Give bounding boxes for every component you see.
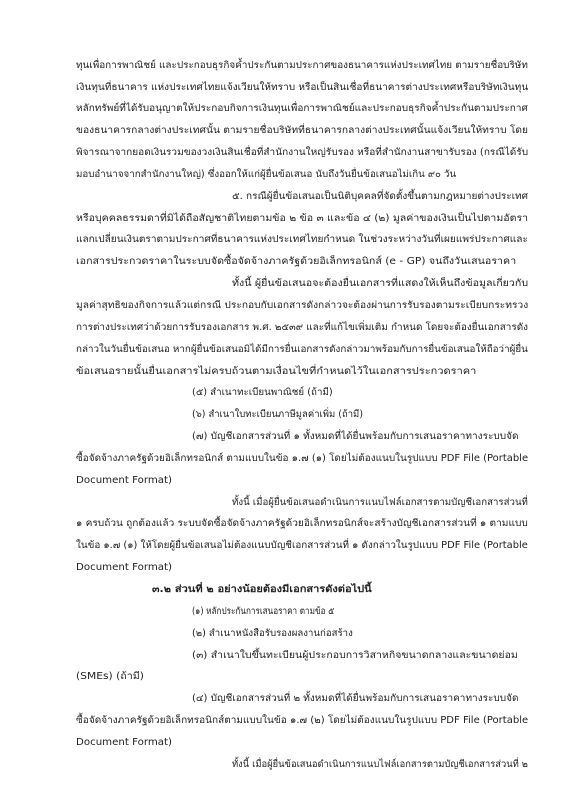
text-line: (๗) บัญชีเอกสารส่วนที่ ๑ ทั้งหมดที่ได้ยื่นพร้อมกับการเสนอราคาทางระบบจัด bbox=[192, 431, 519, 442]
text-line: เอกสารประกวดราคาในระบบจัดซื้อจัดจ้างภาครัฐด้วยอิเล็กทรอนิกส์ (e - GP) จนถึงวันเสนอราคา bbox=[76, 256, 517, 267]
text-line: มูลค่าสุทธิของกิจการแล้วแต่กรณี ประกอบกับเอกสารดังกล่าวจะต้องผ่านการรับรองตามระเบียบกระทรวง bbox=[76, 300, 529, 311]
text-line: (๒) สำเนาหนังสือรับรองผลงานก่อสร้าง bbox=[192, 628, 353, 639]
text-line: การต่างประเทศว่าด้วยการรับรองเอกสาร พ.ศ. ๒๕๓๙ และที่แก้ไขเพิ่มเติม กำหนด โดยจะต้องยื่นเอกสารดัง bbox=[76, 322, 529, 333]
text-line: ซื้อจัดจ้างภาครัฐด้วยอิเล็กทรอนิกส์ตามแบบในข้อ ๑.๗ (๒) โดยไม่ต้องแนบในรูปแบบ PDF File (Portable bbox=[76, 715, 529, 726]
text-line: ซื้อจัดจ้างภาครัฐด้วยอิเล็กทรอนิกส์ ตามแบบในข้อ ๑.๗ (๑) โดยไม่ต้องแนบในรูปแบบ PDF File (Portable bbox=[76, 453, 529, 464]
text-line: หรือบุคคลธรรมดาที่มิได้ถือสัญชาติไทยตามข้อ ๒ ข้อ ๓ และข้อ ๔ (๒) มูลค่าของเงินเป็นไปตามอัตรา bbox=[76, 213, 529, 224]
text-line: Document Format) bbox=[76, 562, 173, 573]
text-line: พิจารณาจากยอดเงินรวมของวงเงินสินเชื่อที่สำนักงานใหญ่รับรอง หรือที่สำนักงานสาขารับรอง (กรณีได้รับ bbox=[76, 147, 529, 158]
text-line: ในข้อ ๑.๗ (๑) ให้โดยผู้ยื่นข้อเสนอไม่ต้องแนบบัญชีเอกสารส่วนที่ ๑ ดังกล่าวในรูปแบบ PDF File (Portable bbox=[76, 540, 528, 551]
text-line: (๓) สำเนาใบขึ้นทะเบียนผู้ประกอบการวิสาหกิจขนาดกลางและขนาดย่อม bbox=[192, 650, 518, 661]
text-line: Document Format) bbox=[76, 737, 173, 748]
text-line: (๖) สำเนาใบทะเบียนภาษีมูลค่าเพิ่ม (ถ้ามี) bbox=[192, 409, 364, 420]
text-line: ทุนเพื่อการพาณิชย์ และประกอบธุรกิจค้ำประกันตามประกาศของธนาคารแห่งประเทศไทย ตามรายชื่อบริษัท bbox=[76, 60, 528, 71]
text-line: ทั้งนี้ เมื่อผู้ยื่นข้อเสนอดำเนินการแนบไฟล์เอกสารตามบัญชีเอกสารส่วนที่ bbox=[232, 497, 528, 508]
text-line: ทั้งนี้ เมื่อผู้ยื่นข้อเสนอดำเนินการแนบไฟล์เอกสารตามบัญชีเอกสารส่วนที่ ๒ bbox=[232, 759, 528, 770]
text-line: กล่าวในวันยื่นข้อเสนอ หากผู้ยื่นข้อเสนอมิได้มีการยื่นเอกสารดังกล่าวมาพร้อมกับการยื่นข้อเสนอให้ถือว่าผู้ยื่น bbox=[76, 344, 528, 355]
text-line: (SMEs) (ถ้ามี) bbox=[76, 671, 144, 682]
text-line: (๕) สำเนาทะเบียนพาณิชย์ (ถ้ามี) bbox=[192, 387, 333, 398]
text-line: (๑) หลักประกันการเสนอราคา ตามข้อ ๕ bbox=[192, 606, 335, 617]
text-line: ๕. กรณีผู้ยื่นข้อเสนอเป็นนิติบุคคลที่จัดตั้งขึ้นตามกฎหมายต่างประเทศ bbox=[232, 191, 529, 202]
text-line: ทั้งนี้ ผู้ยื่นข้อเสนอจะต้องยื่นเอกสารที่แสดงให้เห็นถึงข้อมูลเกี่ยวกับ bbox=[232, 278, 529, 289]
text-line: ๓.๒ ส่วนที่ ๒ อย่างน้อยต้องมีเอกสารดังต่อไปนี้ bbox=[152, 584, 372, 595]
text-line: ข้อเสนอรายนั้นยื่นเอกสารไม่ครบถ้วนตามเงื่อนไขที่กำหนดไว้ในเอกสารประกวดราคา bbox=[76, 366, 477, 377]
text-line: เงินทุนที่ธนาคาร แห่งประเทศไทยแจ้งเวียนให้ทราบ หรือเป็นสินเชื่อที่ธนาคารต่างประเทศหรือบริษัทเงินทุน bbox=[76, 82, 529, 93]
text-line: Document Format) bbox=[76, 475, 173, 486]
text-line: ๑ ครบถ้วน ถูกต้องแล้ว ระบบจัดซื้อจัดจ้างภาครัฐด้วยอิเล็กทรอนิกส์จะสร้างบัญชีเอกสารส่วนที่ ๑ ตามแบบ bbox=[76, 518, 528, 529]
text-line: (๔) บัญชีเอกสารส่วนที่ ๒ ทั้งหมดที่ได้ยื่นพร้อมกับการเสนอราคาทางระบบจัด bbox=[192, 693, 519, 704]
text-line: ของธนาคารกลางต่างประเทศนั้น ตามรายชื่อบริษัทที่ธนาคารกลางต่างประเทศนั้นแจ้งเวียนให้ทราบ โดย bbox=[76, 125, 529, 136]
text-line: แลกเปลี่ยนเงินตราตามประกาศที่ธนาคารแห่งประเทศไทยกำหนด ในช่วงระหว่างวันที่เผยแพร่ประกาศและ bbox=[76, 234, 528, 245]
text-line: มอบอำนาจจากสำนักงานใหญ่) ซึ่งออกให้แก่ผู้ยื่นข้อเสนอ นับถึงวันยื่นข้อเสนอไม่เกิน ๙๐ วัน bbox=[76, 169, 457, 180]
text-line: หลักทรัพย์ที่ได้รับอนุญาตให้ประกอบกิจการเงินทุนเพื่อการพาณิชย์และประกอบธุรกิจค้ำประกันตามประกาศ bbox=[76, 103, 528, 114]
